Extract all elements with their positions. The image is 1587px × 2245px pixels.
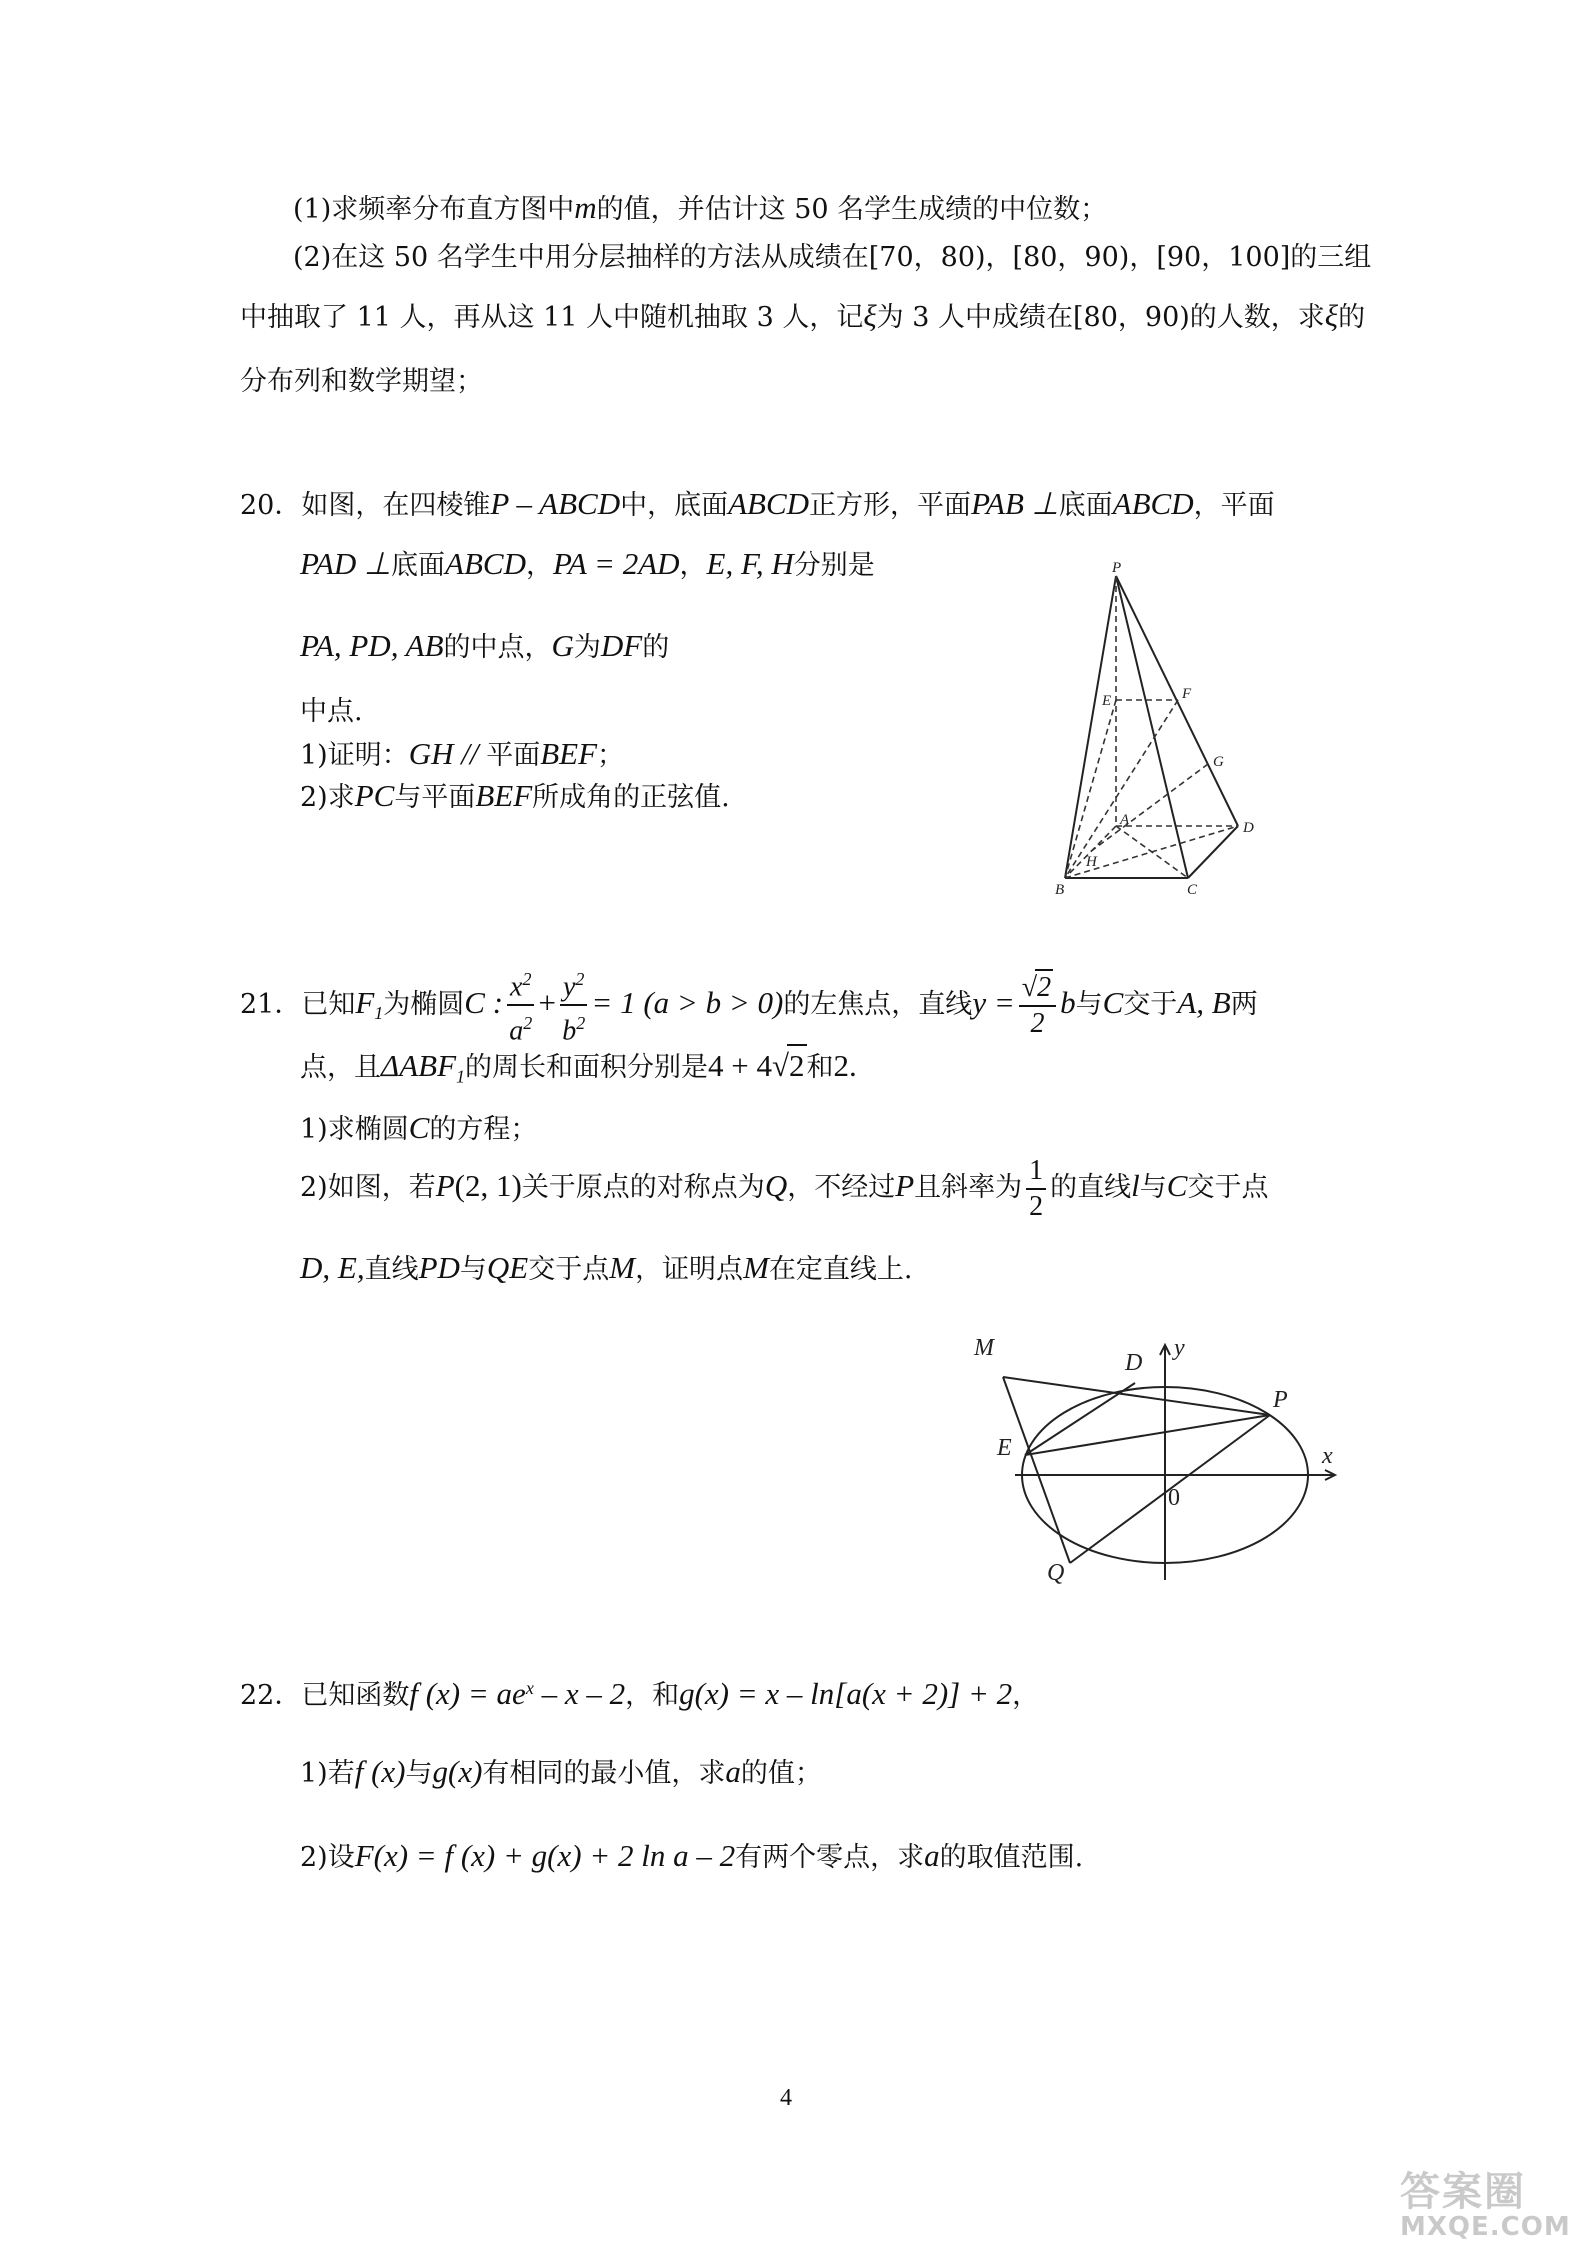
label-C: C: [1187, 882, 1198, 898]
chord-ED: [1025, 1383, 1135, 1455]
q19-part1: (1)求频率分布直方图中m的值，并估计这 50 名学生成绩的中位数；: [293, 190, 1108, 225]
fraction-sqrt2-over-2: $\frac{√2}{2}$: [1019, 969, 1056, 1041]
q22-sub2: 2)设F(x) = f (x) + g(x) + 2 ln a – 2有两个零点，求a的取值范围.: [300, 1838, 1084, 1873]
label-P: P: [1112, 560, 1122, 576]
q22-number: 22．: [240, 1680, 302, 1711]
label-H: H: [1086, 854, 1097, 870]
edge-PC: [1116, 576, 1188, 878]
q22-line1: 22．已知函数f $(x) = ae^x - x - 2$，和g(x) = x – ln[a(x + 2)] + 2，: [240, 1676, 1040, 1711]
watermark-bottom: MXQE.COM: [1400, 2212, 1571, 2242]
q20-line3: PA, PD, AB的中点，G为DF的: [300, 628, 670, 663]
label-Q: Q: [1047, 1560, 1065, 1585]
pyramid-figure: [1050, 560, 1280, 900]
label-y: y: [1174, 1335, 1185, 1361]
q20-sub2: 2)求PC与平面BEF所成角的正弦值.: [300, 778, 730, 813]
label-D: D: [1125, 1350, 1143, 1376]
q20-sub1: 1)证明：GH // 平面BEF；: [300, 736, 625, 771]
q21-sub1: 1)求椭圆C的方程；: [300, 1110, 538, 1145]
label-origin: 0: [1168, 1485, 1180, 1511]
label-x: x: [1322, 1443, 1333, 1469]
label-F: F: [1182, 686, 1192, 702]
segment-GH: [1090, 764, 1208, 852]
fraction-x2-a2: $\frac{x^2}{a^2}$: [507, 962, 534, 1049]
ellipse-figure: [960, 1325, 1350, 1585]
q20-line4: 中点.: [300, 696, 363, 727]
watermark-top: 答案圈: [1400, 2169, 1526, 2215]
q22-sub1: 1)若f (x)与g(x)有相同的最小值，求a的值；: [300, 1754, 822, 1789]
page-number: 4: [780, 2085, 792, 2111]
label-E: E: [1102, 693, 1112, 709]
q21-sub2-line2: D, E,直线PD与QE交于点M，证明点M在定直线上.: [300, 1250, 913, 1285]
q21-number: 21．: [240, 988, 302, 1020]
watermark-logo: [1400, 2170, 1580, 2240]
segment-FB: [1065, 700, 1178, 878]
q21-line1: 21．已知$F_1$为椭圆C : $\frac{x^2}{a^2}$ + $\frac{y^2}{b^2}$ = 1 (a > b > 0)的左焦点，直线y = $\frac{√2}{2}$ b与C交于A, B两: [240, 962, 1258, 1051]
label-M: M: [974, 1335, 994, 1361]
label-G: G: [1213, 754, 1224, 770]
line-MQ: [1003, 1377, 1070, 1563]
label-B: B: [1055, 882, 1065, 898]
q21-sub2: 2)如图，若P(2, 1)关于原点的对称点为Q，不经过P且斜率为 $\frac{1}{2}$ 的直线l与C交于点: [300, 1154, 1269, 1222]
label-A: A: [1120, 812, 1130, 828]
q21-line2: 点，且$\Delta ABF_1$的周长和面积分别是4 + 4√2和2.: [300, 1044, 857, 1096]
q19-part2-line3: 分布列和数学期望；: [240, 366, 483, 397]
chord-EP: [1025, 1415, 1270, 1455]
fraction-one-half: $\frac{1}{2}$: [1026, 1154, 1046, 1224]
q19-part2-line1: (2)在这 50 名学生中用分层抽样的方法从成绩在[70，80)，[80，90)，[90，100]的三组: [293, 242, 1372, 273]
q20-number: 20．: [240, 490, 302, 521]
fraction-y2-b2: $\frac{y^2}{b^2}$: [560, 962, 587, 1049]
label-D: D: [1243, 820, 1254, 836]
q19-part2-line2: 中抽取了 11 人，再从这 11 人中随机抽取 3 人，记ξ为 3 人中成绩在[80，90)的人数，求ξ的: [240, 298, 1366, 333]
label-E: E: [997, 1435, 1012, 1461]
label-P: P: [1273, 1387, 1288, 1413]
q20-line2: PAD ⊥底面ABCD，PA = 2AD，E, F, H分别是: [300, 546, 875, 581]
q20-line1: 20．如图，在四棱锥P – ABCD中，底面ABCD正方形，平面PAB ⊥底面ABCD，平面: [240, 486, 1275, 521]
